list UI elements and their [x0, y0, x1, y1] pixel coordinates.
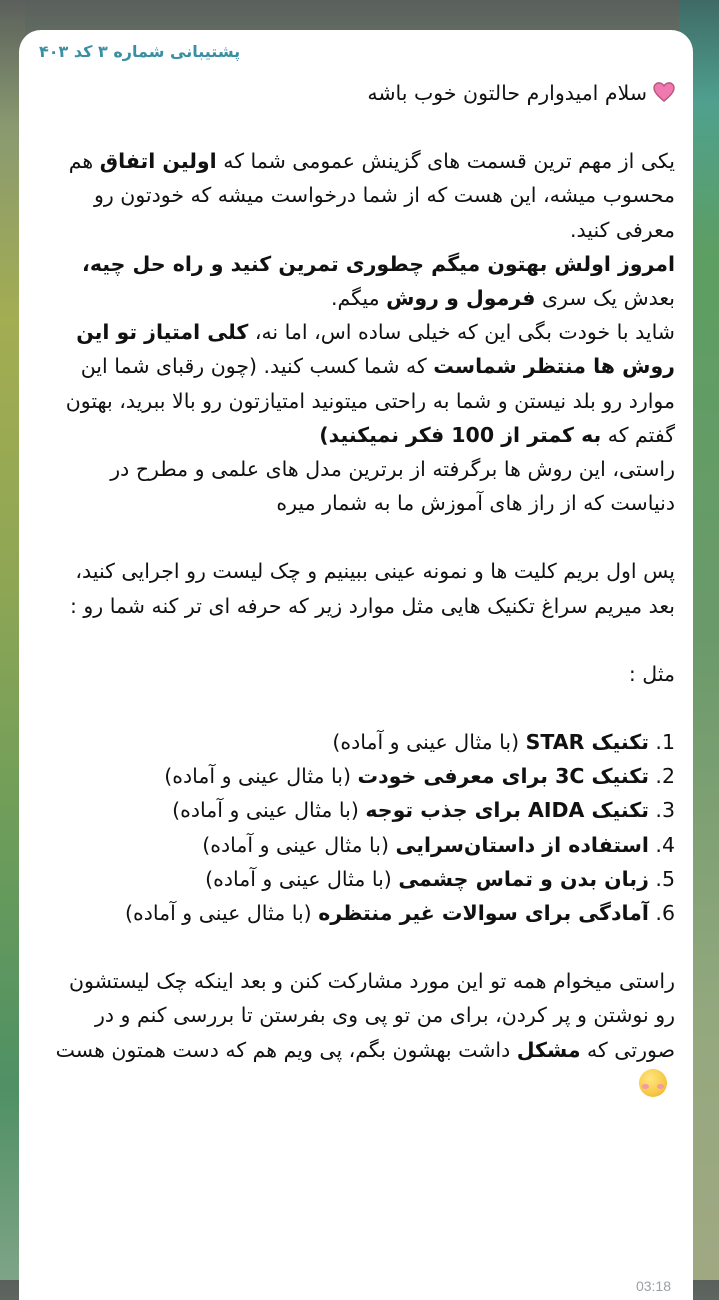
- message-bubble[interactable]: [19, 30, 693, 1300]
- list-number: 6.: [655, 901, 675, 926]
- list-item: [43, 862, 675, 896]
- text-run: که شما کسب کنید. (چون رقبای شما این موارد رو بلد نیستن و شما به راحتی میتونید امتیازتون رو بالا ببرید، بهتون گفتم که: [65, 354, 675, 447]
- bold-run: مشکل: [516, 1037, 581, 1062]
- example-label: مثل :: [628, 661, 675, 686]
- list-item: [43, 759, 675, 793]
- list-item-title: آمادگی برای سوالات غیر منتظره: [318, 901, 649, 926]
- paragraph-5: پس اول بریم کلیت ها و نمونه عینی ببینیم و چک لیست رو اجرایی کنید، بعد میریم سراغ تکنیک هایی مثل موارد زیر که حرفه ای تر کنه شما رو :: [69, 559, 675, 618]
- list-item: [43, 896, 675, 930]
- list-item-note: (با مثال عینی و آماده): [172, 798, 366, 823]
- bold-run: امروز اولش بهتون میگم چطوری تمرین کنید و راه حل چیه،: [82, 251, 675, 276]
- text-run: شاید با خودت بگی این که خیلی ساده اس، اما نه،: [248, 320, 675, 345]
- list-item-title: تکنیک AIDA برای جذب توجه: [365, 798, 649, 823]
- list-item-title: تکنیک STAR: [525, 730, 649, 755]
- list-item-title: زبان بدن و تماس چشمی: [398, 866, 649, 891]
- bold-run: اولین اتفاق: [99, 149, 217, 174]
- text-run: هم محسوب میشه، این هست که از شما درخواست میشه که خودتون رو معرفی کنید.: [68, 149, 675, 242]
- smiling-face-with-hearts-icon: [639, 1069, 667, 1097]
- pink-heart-icon: [653, 78, 675, 98]
- list-item-note: (با مثال عینی و آماده): [164, 764, 358, 789]
- message-timestamp: 03:18: [635, 1278, 671, 1294]
- list-item-note: (با مثال عینی و آماده): [202, 832, 396, 857]
- paragraph-2: [43, 247, 675, 315]
- sender-name[interactable]: پشتیبانی شماره ۳ کد ۴۰۳: [39, 42, 241, 61]
- list-item: [43, 828, 675, 862]
- paragraph-4: راستی، این روش ها برگرفته از برترین مدل های علمی و مطرح در دنیاست که از راز های آموزش ما به شمار میره: [110, 457, 675, 516]
- greeting-text: سلام امیدوارم حالتون خوب باشه: [367, 81, 647, 105]
- message-body: [43, 76, 675, 1101]
- bold-run: کلی امتیاز تو این روش ها منتظر شماست: [76, 320, 675, 379]
- list-item-note: (با مثال عینی و آماده): [205, 866, 399, 891]
- bold-run: به کمتر از 100 فکر نمیکنید): [319, 422, 602, 447]
- text-run: بعدش یک سری: [535, 286, 675, 311]
- list-number: 4.: [655, 832, 675, 857]
- greeting-line: [43, 76, 675, 110]
- text-run: داشت بهشون بگم، پی ویم هم که دست همتون هست: [55, 1037, 517, 1062]
- list-number: 5.: [655, 866, 675, 891]
- list-item-note: (با مثال عینی و آماده): [124, 901, 319, 926]
- list-item-title: تکنیک 3C برای معرفی خودت: [357, 764, 649, 789]
- list-number: 2.: [655, 764, 675, 789]
- list-number: 3.: [655, 798, 675, 823]
- list-item-note: (با مثال عینی و آماده): [332, 730, 526, 755]
- list-item: [43, 725, 675, 759]
- bold-run: فرمول و روش: [386, 286, 536, 311]
- list-item-title: استفاده از داستان‌سرایی: [395, 832, 649, 857]
- list-number: 1.: [655, 730, 675, 755]
- list-item: [43, 793, 675, 827]
- paragraph-1: [43, 144, 675, 247]
- paragraph-3: [43, 315, 675, 452]
- text-run: میگم.: [330, 286, 387, 311]
- text-run: راستی میخوام همه تو این مورد مشارکت کنن و بعد اینکه چک لیستشون رو نوشتن و پر کردن، برای من تو پی وی بفرستن تا بررسی کنم و در صورتی که: [68, 969, 675, 1062]
- text-run: یکی از مهم ترین قسمت های گزینش عمومی شما که: [216, 149, 675, 174]
- techniques-list: [43, 725, 675, 930]
- closing-paragraph: [43, 964, 675, 1101]
